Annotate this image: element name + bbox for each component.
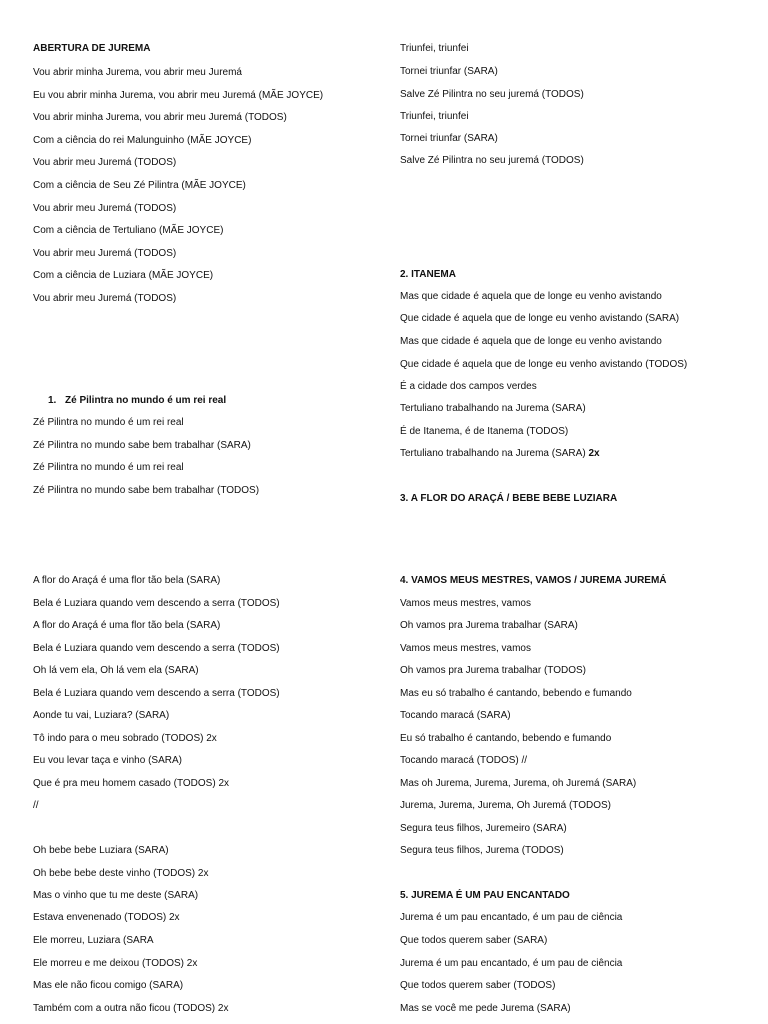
lyric-line: Eu vou levar taça e vinho (SARA) xyxy=(33,755,182,766)
lyric-line: Que é pra meu homem casado (TODOS) 2x xyxy=(33,778,230,789)
lyric-line: Oh vamos pra Jurema trabalhar (SARA) xyxy=(400,620,578,631)
lyric-line: Tocando maracá (SARA) xyxy=(400,710,511,721)
pau-title: 5. JUREMA É UM PAU ENCANTADO xyxy=(400,890,570,901)
lyric-line: Oh bebe bebe Luziara (SARA) xyxy=(33,845,169,856)
lyric-line-with-repeat xyxy=(400,448,600,460)
lyric-line: Tornei triunfar (SARA) xyxy=(400,66,498,77)
lyric-text: Tertuliano trabalhando na Jurema (SARA) xyxy=(400,448,586,459)
lyric-line: Vou abrir meu Juremá (TODOS) xyxy=(33,203,177,214)
lyric-line: Zé Pilintra no mundo sabe bem trabalhar (SARA) xyxy=(33,440,251,451)
lyric-line: Vamos meus mestres, vamos xyxy=(400,598,531,609)
lyric-line: Estava envenenado (TODOS) 2x xyxy=(33,912,180,923)
lyric-line: Zé Pilintra no mundo é um rei real xyxy=(33,417,184,428)
lyric-line: Eu vou abrir minha Jurema, vou abrir meu Juremá (MÃE JOYCE) xyxy=(33,90,324,101)
lyric-line: Que cidade é aquela que de longe eu venho avistando (TODOS) xyxy=(400,359,688,370)
lyric-line: Ele morreu e me deixou (TODOS) 2x xyxy=(33,958,198,969)
lyric-line: Jurema é um pau encantado, é um pau de ciência xyxy=(400,958,623,969)
lyric-line: Vou abrir minha Jurema, vou abrir meu Juremá xyxy=(33,67,242,78)
itanema-title: 2. ITANEMA xyxy=(400,269,456,280)
lyric-line: Mas ele não ficou comigo (SARA) xyxy=(33,980,184,991)
lyric-line: Bela é Luziara quando vem descendo a serra (TODOS) xyxy=(33,598,280,609)
lyric-line: Vou abrir meu Juremá (TODOS) xyxy=(33,248,177,259)
lyric-line: Que todos querem saber (TODOS) xyxy=(400,980,556,991)
lyric-line: Vou abrir meu Juremá (TODOS) xyxy=(33,293,177,304)
lyric-line: Com a ciência de Seu Zé Pilintra (MÃE JOYCE) xyxy=(33,180,246,191)
lyric-line: Oh vamos pra Jurema trabalhar (TODOS) xyxy=(400,665,586,676)
lyric-line: Vou abrir meu Juremá (TODOS) xyxy=(33,157,177,168)
lyric-line: Oh lá vem ela, Oh lá vem ela (SARA) xyxy=(33,665,199,676)
lyric-line: Vamos meus mestres, vamos xyxy=(400,643,531,654)
lyric-line: Vou abrir minha Jurema, vou abrir meu Juremá (TODOS) xyxy=(33,112,287,123)
lyric-line: Eu só trabalho é cantando, bebendo e fumando xyxy=(400,733,612,744)
lyric-line: Oh bebe bebe deste vinho (TODOS) 2x xyxy=(33,868,209,879)
lyric-line: Mas o vinho que tu me deste (SARA) xyxy=(33,890,199,901)
lyric-line: Jurema, Jurema, Jurema, Oh Juremá (TODOS) xyxy=(400,800,611,811)
lyric-line: Com a ciência do rei Malunguinho (MÃE JOYCE) xyxy=(33,135,252,146)
lyric-line: Segura teus filhos, Jurema (TODOS) xyxy=(400,845,564,856)
flor-title: 3. A FLOR DO ARAÇÁ / BEBE BEBE LUZIARA xyxy=(400,493,618,504)
lyric-line: Mas oh Jurema, Jurema, Jurema, oh Juremá (SARA) xyxy=(400,778,637,789)
lyric-line: // xyxy=(33,800,39,811)
lyric-line: Triunfei, triunfei xyxy=(400,111,469,122)
vamos-title: 4. VAMOS MEUS MESTRES, VAMOS / JUREMA JUREMÁ xyxy=(400,575,667,586)
lyric-line: Salve Zé Pilintra no seu juremá (TODOS) xyxy=(400,89,584,100)
lyric-line: Tornei triunfar (SARA) xyxy=(400,133,498,144)
lyric-line: A flor do Araçá é uma flor tão bela (SARA) xyxy=(33,575,221,586)
lyric-line: Mas que cidade é aquela que de longe eu venho avistando xyxy=(400,336,662,347)
lyric-line: Que cidade é aquela que de longe eu venho avistando (SARA) xyxy=(400,313,680,324)
lyric-line: A flor do Araçá é uma flor tão bela (SARA) xyxy=(33,620,221,631)
lyric-line: Que todos querem saber (SARA) xyxy=(400,935,548,946)
lyric-line: Mas que cidade é aquela que de longe eu venho avistando xyxy=(400,291,662,302)
lyric-line: Mas se você me pede Jurema (SARA) xyxy=(400,1003,571,1014)
lyric-line: Triunfei, triunfei xyxy=(400,43,469,54)
lyric-line: É de Itanema, é de Itanema (TODOS) xyxy=(400,426,569,437)
repeat-marker: 2x xyxy=(588,448,600,459)
lyric-line: Tô indo para o meu sobrado (TODOS) 2x xyxy=(33,733,217,744)
lyric-line: Tocando maracá (TODOS) // xyxy=(400,755,528,766)
lyric-line: Aonde tu vai, Luziara? (SARA) xyxy=(33,710,170,721)
lyric-line: Jurema é um pau encantado, é um pau de ciência xyxy=(400,912,623,923)
abertura-title: ABERTURA DE JUREMA xyxy=(33,43,151,54)
lyric-line: Zé Pilintra no mundo é um rei real xyxy=(33,462,184,473)
lyric-line: É a cidade dos campos verdes xyxy=(400,381,537,392)
lyric-line: Bela é Luziara quando vem descendo a serra (TODOS) xyxy=(33,643,280,654)
lyric-line: Ele morreu, Luziara (SARA xyxy=(33,935,154,946)
lyric-line: Tertuliano trabalhando na Jurema (SARA) xyxy=(400,403,586,414)
lyric-line: Com a ciência de Luziara (MÃE JOYCE) xyxy=(33,270,214,281)
lyric-line: Bela é Luziara quando vem descendo a serra (TODOS) xyxy=(33,688,280,699)
lyric-line: Com a ciência de Tertuliano (MÃE JOYCE) xyxy=(33,225,224,236)
lyric-line: Também com a outra não ficou (TODOS) 2x xyxy=(33,1003,229,1014)
lyric-line: Zé Pilintra no mundo sabe bem trabalhar (TODOS) xyxy=(33,485,260,496)
lyric-line: Mas eu só trabalho é cantando, bebendo e fumando xyxy=(400,688,632,699)
ze-title: Zé Pilintra no mundo é um rei real xyxy=(65,395,227,406)
section-number: 1. xyxy=(48,395,57,406)
lyric-line: Segura teus filhos, Juremeiro (SARA) xyxy=(400,823,567,834)
lyric-line: Salve Zé Pilintra no seu juremá (TODOS) xyxy=(400,155,584,166)
